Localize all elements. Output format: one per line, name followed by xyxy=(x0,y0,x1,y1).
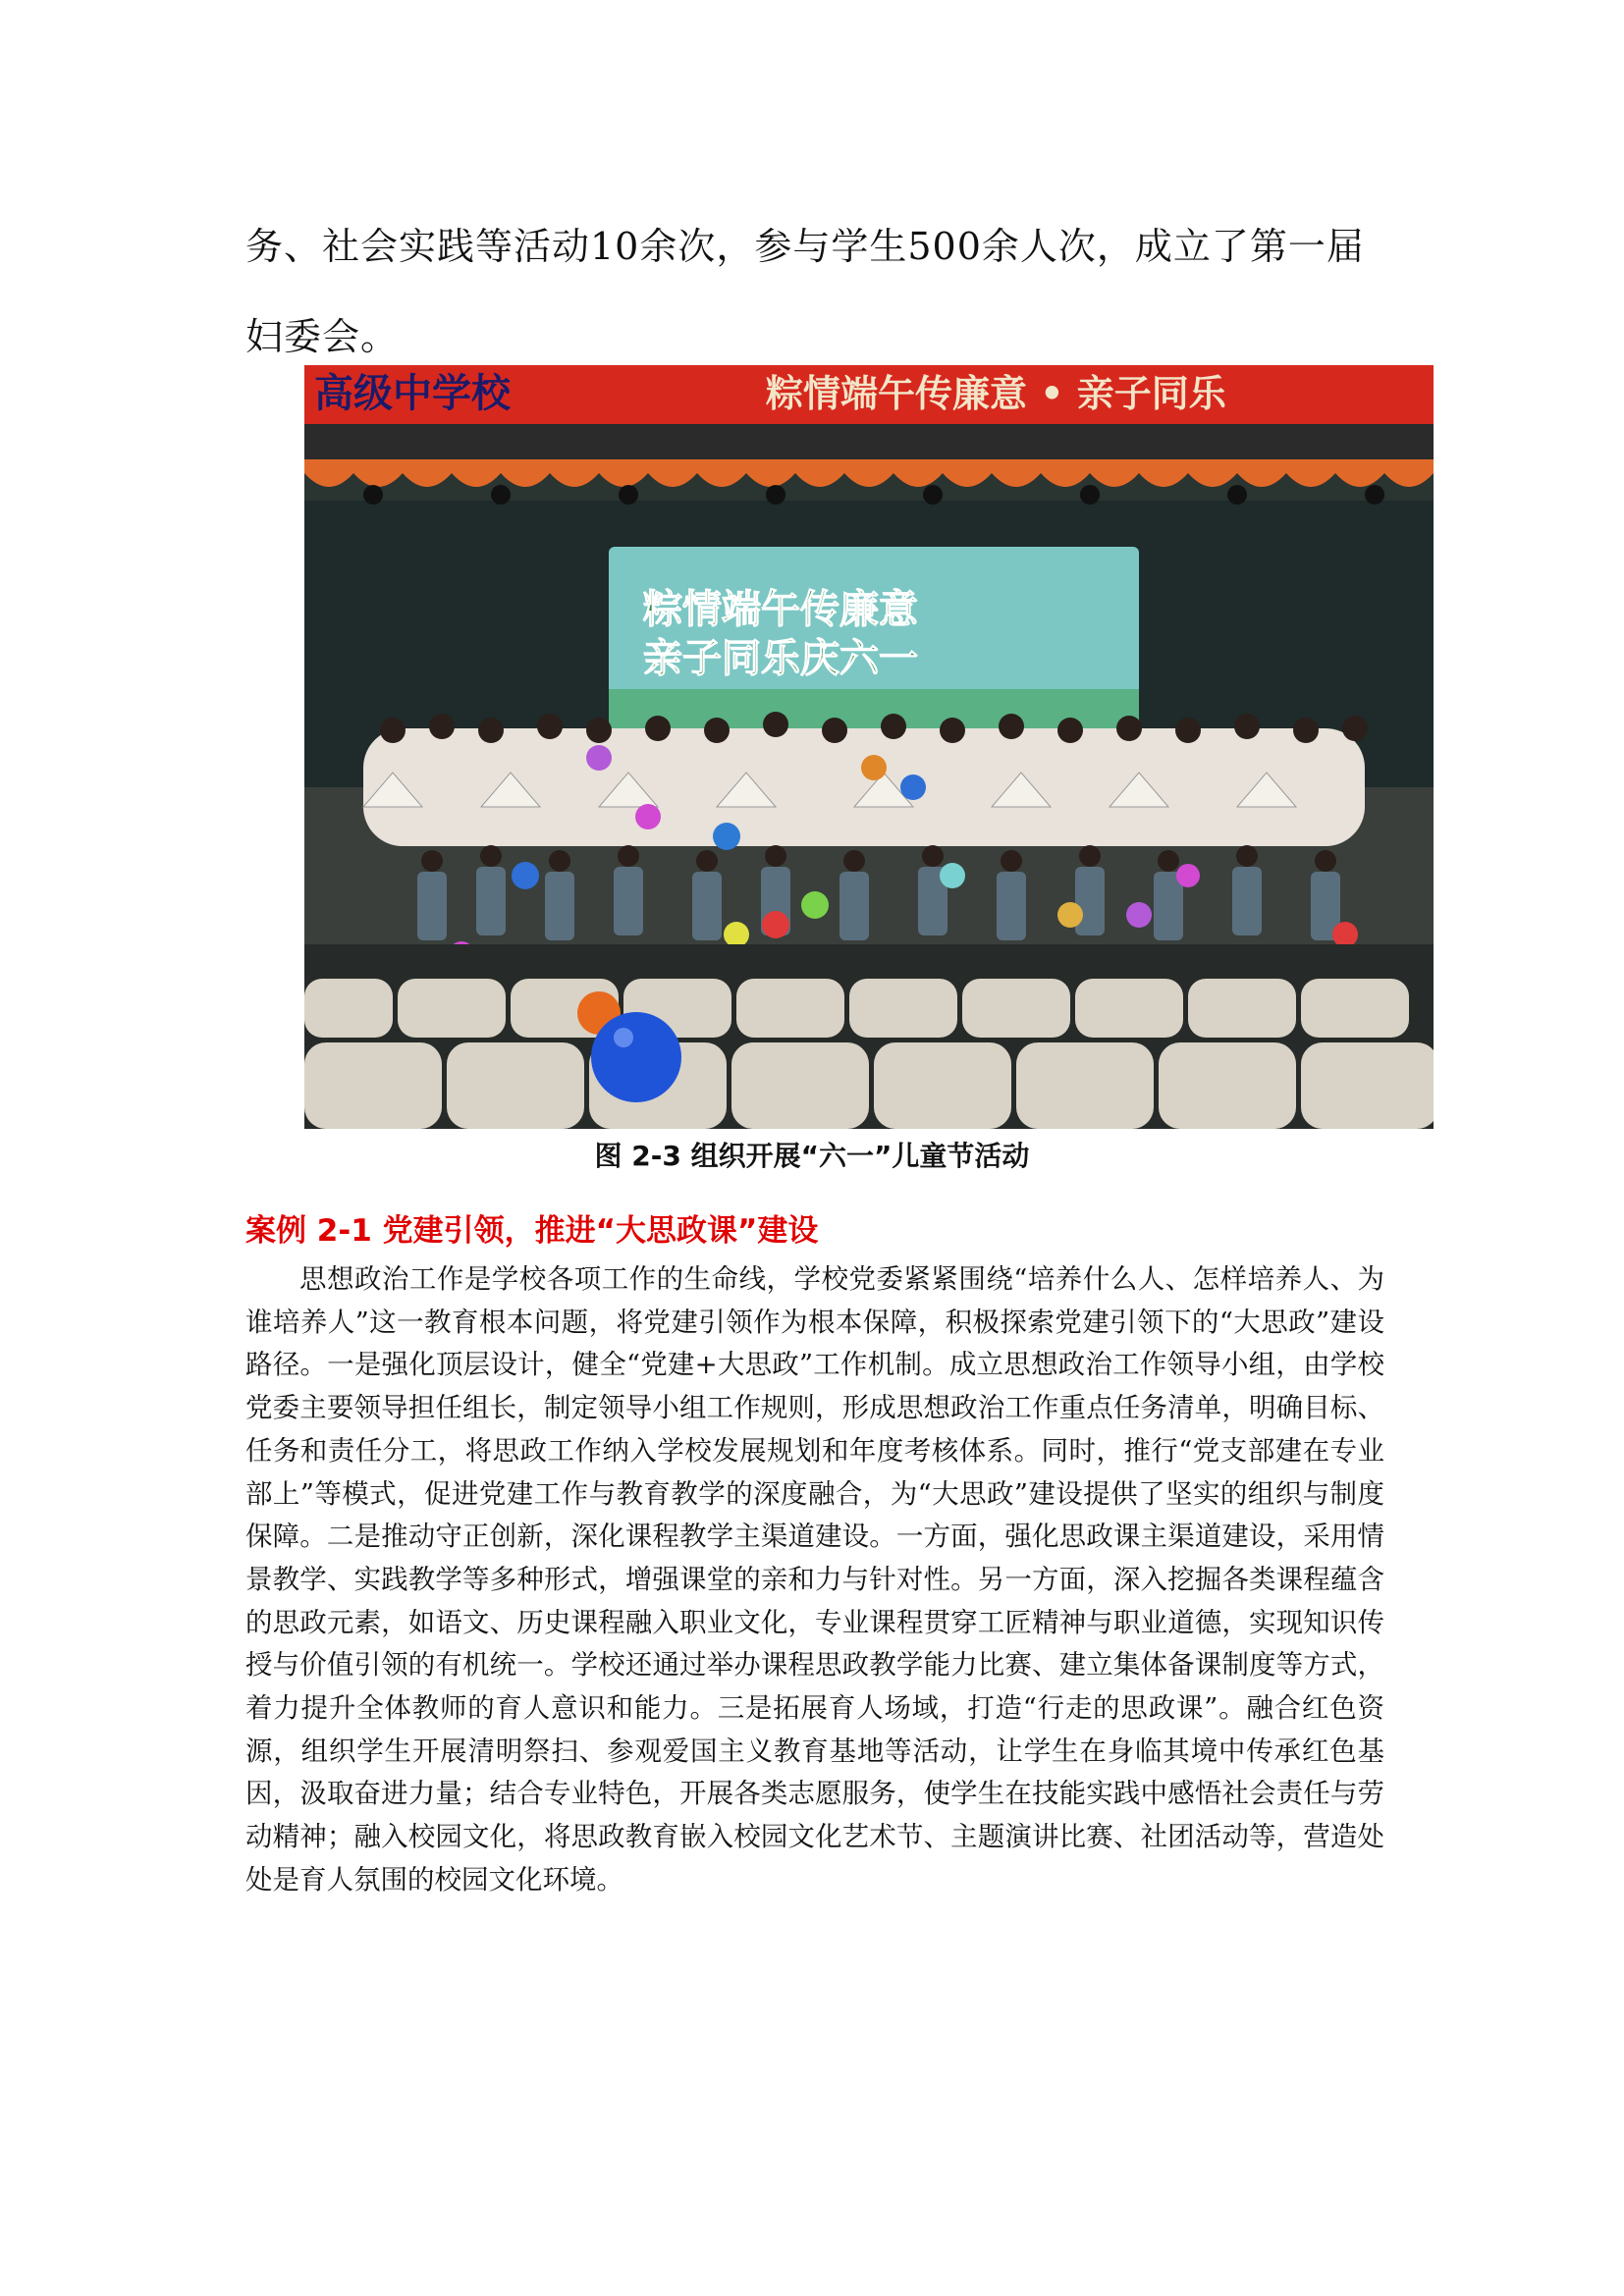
banner-text-left: 高级中学校 xyxy=(314,371,511,416)
curtain-valance xyxy=(304,459,1434,487)
screen-line-1: 粽情端午传廉意 xyxy=(643,587,918,632)
banner-text-right: 粽情端午传廉意 • 亲子同乐 xyxy=(766,372,1226,415)
event-photo-illustration xyxy=(304,365,1434,1129)
crowd-back-row xyxy=(363,712,1368,846)
case-heading: 案例 2-1 党建引领，推进“大思政课”建设 xyxy=(245,1213,819,1249)
case-body-paragraph: 思想政治工作是学校各项工作的生命线，学校党委紧紧围绕“培养什么人、怎样培养人、为谁培养人”这一教育根本问题，将党建引领作为根本保障，积极探索党建引领下的“大思政”建设路径。一是强化顶层设计，健全“党建+大思政”工作机制。成立思想政治工作领导小组，由学校党委主要领导担任组长，制定领导小组工作规则，形成思想政治工作重点任务清单，明确目标、任务和责任分工，将思政工作纳入学校发展规划和年度考核体系。同时，推行“党支部建在专业部上”等模式，促进党建工作与教育教学的深度融合，为“大思政”建设提供了坚实的组织与制度保障。二是推动守正创新，深化课程教学主渠道建设。一方面，强化思政课主渠道建设，采用情景教学、实践教学等多种形式，增强课堂的亲和力与针对性。另一方面，深入挖掘各类课程蕴含的思政元素，如语文、历史课程融入职业文化，专业课程贯穿工匠精神与职业道德，实现知识传授与价值引领的有机统一。学校还通过举办课程思政教学能力比赛、建立集体备课制度等方式，着力提升全体教师的育人意识和能力。三是拓展育人场域，打造“行走的思政课”。融合红色资源，组织学生开展清明祭扫、参观爱国主义教育基地等活动，让学生在身临其境中传承红色基因，汲取奋进力量；结合专业特色，开展各类志愿服务，使学生在技能实践中感悟社会责任与劳动精神；融入校园文化，将思政教育嵌入校园文化艺术节、主题演讲比赛、社团活动等，营造处处是育人氛围的校园文化环境。 xyxy=(245,1263,1384,1896)
continuation-paragraph: 务、社会实践等活动10余次，参与学生500余人次，成立了第一届妇委会。 xyxy=(245,225,1365,358)
figure-caption: 图 2-3 组织开展“六一”儿童节活动 xyxy=(594,1140,1030,1172)
foreground-blue-balloon xyxy=(591,1012,681,1102)
event-photo xyxy=(304,365,1434,1129)
screen-line-2: 亲子同乐庆六一 xyxy=(643,636,918,681)
